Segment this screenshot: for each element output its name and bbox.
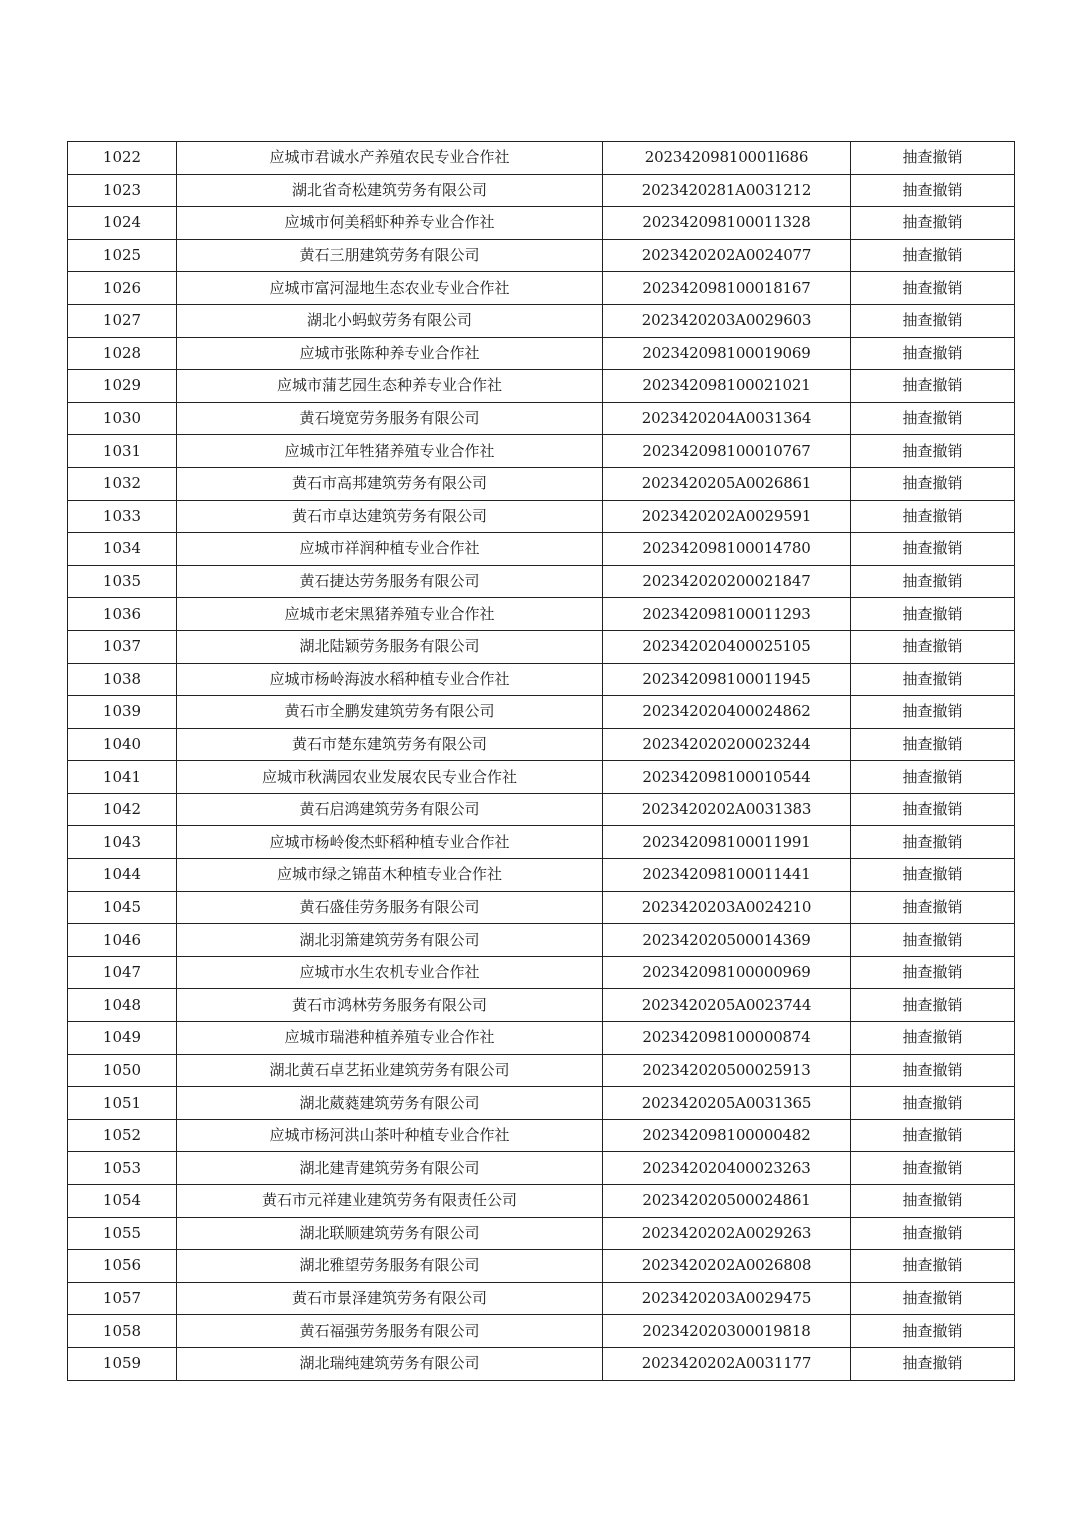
table-row [68,565,1015,598]
table-row [68,142,1015,175]
registration-code-cell: 202342098100021021 [603,370,851,403]
registration-code-cell: 2023420202A0029591 [603,500,851,533]
status-cell: 抽查撤销 [851,859,1015,892]
table-row [68,1250,1015,1283]
table-row [68,696,1015,729]
registration-code-cell: 202342098100011991 [603,826,851,859]
entity-name-cell: 应城市绿之锦苗木种植专业合作社 [177,859,603,892]
registration-code-cell: 202342098100010544 [603,761,851,794]
table-row [68,207,1015,240]
status-cell: 抽查撤销 [851,924,1015,957]
entity-name-cell: 黄石启鸿建筑劳务有限公司 [177,793,603,826]
table-row [68,826,1015,859]
row-number-cell: 1028 [68,337,177,370]
status-cell: 抽查撤销 [851,826,1015,859]
table-row [68,500,1015,533]
records-table-body [68,142,1015,1381]
registration-code-cell: 202342020400023263 [603,1152,851,1185]
entity-name-cell: 黄石市楚东建筑劳务有限公司 [177,728,603,761]
records-table [67,141,1015,1381]
table-row [68,337,1015,370]
row-number-cell: 1032 [68,467,177,500]
table-row [68,1347,1015,1380]
table-row [68,891,1015,924]
table-row [68,1087,1015,1120]
entity-name-cell: 湖北联顺建筑劳务有限公司 [177,1217,603,1250]
registration-code-cell: 202342020200021847 [603,565,851,598]
row-number-cell: 1035 [68,565,177,598]
registration-code-cell: 2023420205A0023744 [603,989,851,1022]
status-cell: 抽查撤销 [851,174,1015,207]
row-number-cell: 1024 [68,207,177,240]
registration-code-cell: 202342020400024862 [603,696,851,729]
registration-code-cell: 20234209810001l686 [603,142,851,175]
row-number-cell: 1026 [68,272,177,305]
table-row [68,793,1015,826]
registration-code-cell: 2023420205A0031365 [603,1087,851,1120]
status-cell: 抽查撤销 [851,1250,1015,1283]
status-cell: 抽查撤销 [851,1347,1015,1380]
table-row [68,1119,1015,1152]
table-row [68,859,1015,892]
registration-code-cell: 202342098100011293 [603,598,851,631]
row-number-cell: 1058 [68,1315,177,1348]
table-row [68,435,1015,468]
entity-name-cell: 应城市何美稻虾种养专业合作社 [177,207,603,240]
entity-name-cell: 应城市富河湿地生态农业专业合作社 [177,272,603,305]
entity-name-cell: 湖北小蚂蚁劳务有限公司 [177,304,603,337]
entity-name-cell: 黄石境宽劳务服务有限公司 [177,402,603,435]
row-number-cell: 1038 [68,663,177,696]
registration-code-cell: 202342098100014780 [603,533,851,566]
registration-code-cell: 2023420202A0031383 [603,793,851,826]
row-number-cell: 1059 [68,1347,177,1380]
status-cell: 抽查撤销 [851,1282,1015,1315]
entity-name-cell: 黄石市鸿林劳务服务有限公司 [177,989,603,1022]
entity-name-cell: 湖北瑞纯建筑劳务有限公司 [177,1347,603,1380]
table-row [68,1022,1015,1055]
row-number-cell: 1056 [68,1250,177,1283]
status-cell: 抽查撤销 [851,1087,1015,1120]
status-cell: 抽查撤销 [851,1217,1015,1250]
row-number-cell: 1029 [68,370,177,403]
entity-name-cell: 黄石福强劳务服务有限公司 [177,1315,603,1348]
status-cell: 抽查撤销 [851,337,1015,370]
status-cell: 抽查撤销 [851,1119,1015,1152]
table-row [68,1315,1015,1348]
table-row [68,467,1015,500]
status-cell: 抽查撤销 [851,891,1015,924]
registration-code-cell: 202342098100019069 [603,337,851,370]
status-cell: 抽查撤销 [851,728,1015,761]
registration-code-cell: 202342020200023244 [603,728,851,761]
status-cell: 抽查撤销 [851,1185,1015,1218]
row-number-cell: 1041 [68,761,177,794]
registration-code-cell: 202342098100018167 [603,272,851,305]
status-cell: 抽查撤销 [851,696,1015,729]
row-number-cell: 1050 [68,1054,177,1087]
registration-code-cell: 202342098100000482 [603,1119,851,1152]
status-cell: 抽查撤销 [851,500,1015,533]
row-number-cell: 1031 [68,435,177,468]
row-number-cell: 1033 [68,500,177,533]
status-cell: 抽查撤销 [851,630,1015,663]
entity-name-cell: 黄石市高邦建筑劳务有限公司 [177,467,603,500]
row-number-cell: 1046 [68,924,177,957]
registration-code-cell: 202342098100000874 [603,1022,851,1055]
entity-name-cell: 应城市杨岭俊杰虾稻种植专业合作社 [177,826,603,859]
registration-code-cell: 202342098100010767 [603,435,851,468]
entity-name-cell: 湖北省奇松建筑劳务有限公司 [177,174,603,207]
entity-name-cell: 黄石市景泽建筑劳务有限公司 [177,1282,603,1315]
registration-code-cell: 202342020500014369 [603,924,851,957]
registration-code-cell: 2023420202A0024077 [603,239,851,272]
table-row [68,533,1015,566]
table-row [68,304,1015,337]
registration-code-cell: 202342098100011328 [603,207,851,240]
entity-name-cell: 黄石市全鹏发建筑劳务有限公司 [177,696,603,729]
table-row [68,728,1015,761]
table-row [68,663,1015,696]
table-row [68,1152,1015,1185]
status-cell: 抽查撤销 [851,663,1015,696]
entity-name-cell: 应城市杨河洪山茶叶种植专业合作社 [177,1119,603,1152]
row-number-cell: 1043 [68,826,177,859]
entity-name-cell: 黄石市卓达建筑劳务有限公司 [177,500,603,533]
status-cell: 抽查撤销 [851,598,1015,631]
registration-code-cell: 2023420203A0029475 [603,1282,851,1315]
row-number-cell: 1042 [68,793,177,826]
entity-name-cell: 应城市瑞港种植养殖专业合作社 [177,1022,603,1055]
row-number-cell: 1040 [68,728,177,761]
entity-name-cell: 应城市秋满园农业发展农民专业合作社 [177,761,603,794]
registration-code-cell: 202342020500025913 [603,1054,851,1087]
status-cell: 抽查撤销 [851,565,1015,598]
row-number-cell: 1039 [68,696,177,729]
entity-name-cell: 湖北雅望劳务服务有限公司 [177,1250,603,1283]
registration-code-cell: 202342020500024861 [603,1185,851,1218]
table-row [68,239,1015,272]
row-number-cell: 1047 [68,956,177,989]
status-cell: 抽查撤销 [851,402,1015,435]
registration-code-cell: 2023420202A0031177 [603,1347,851,1380]
table-row [68,989,1015,1022]
status-cell: 抽查撤销 [851,1054,1015,1087]
entity-name-cell: 应城市江年牲猪养殖专业合作社 [177,435,603,468]
row-number-cell: 1057 [68,1282,177,1315]
table-row [68,370,1015,403]
row-number-cell: 1049 [68,1022,177,1055]
entity-name-cell: 湖北陆颖劳务服务有限公司 [177,630,603,663]
entity-name-cell: 黄石捷达劳务服务有限公司 [177,565,603,598]
table-row [68,174,1015,207]
entity-name-cell: 湖北建青建筑劳务有限公司 [177,1152,603,1185]
registration-code-cell: 2023420204A0031364 [603,402,851,435]
entity-name-cell: 湖北黄石卓艺拓业建筑劳务有限公司 [177,1054,603,1087]
table-row [68,402,1015,435]
table-row [68,630,1015,663]
registration-code-cell: 202342098100011945 [603,663,851,696]
status-cell: 抽查撤销 [851,1022,1015,1055]
entity-name-cell: 应城市张陈种养专业合作社 [177,337,603,370]
registration-code-cell: 2023420203A0029603 [603,304,851,337]
table-row [68,956,1015,989]
entity-name-cell: 湖北葳蕤建筑劳务有限公司 [177,1087,603,1120]
entity-name-cell: 应城市祥润种植专业合作社 [177,533,603,566]
entity-name-cell: 应城市蒲艺园生态种养专业合作社 [177,370,603,403]
entity-name-cell: 黄石盛佳劳务服务有限公司 [177,891,603,924]
registration-code-cell: 2023420203A0024210 [603,891,851,924]
row-number-cell: 1045 [68,891,177,924]
registration-code-cell: 2023420202A0026808 [603,1250,851,1283]
row-number-cell: 1044 [68,859,177,892]
row-number-cell: 1048 [68,989,177,1022]
registration-code-cell: 202342098100011441 [603,859,851,892]
row-number-cell: 1034 [68,533,177,566]
status-cell: 抽查撤销 [851,239,1015,272]
table-row [68,1185,1015,1218]
row-number-cell: 1052 [68,1119,177,1152]
entity-name-cell: 应城市杨岭海波水稻种植专业合作社 [177,663,603,696]
table-row [68,761,1015,794]
row-number-cell: 1054 [68,1185,177,1218]
status-cell: 抽查撤销 [851,467,1015,500]
entity-name-cell: 黄石三朋建筑劳务有限公司 [177,239,603,272]
registration-code-cell: 202342098100000969 [603,956,851,989]
status-cell: 抽查撤销 [851,142,1015,175]
row-number-cell: 1025 [68,239,177,272]
table-row [68,272,1015,305]
row-number-cell: 1022 [68,142,177,175]
status-cell: 抽查撤销 [851,761,1015,794]
row-number-cell: 1037 [68,630,177,663]
registration-code-cell: 2023420281A0031212 [603,174,851,207]
status-cell: 抽查撤销 [851,989,1015,1022]
row-number-cell: 1051 [68,1087,177,1120]
table-row [68,1054,1015,1087]
status-cell: 抽查撤销 [851,435,1015,468]
row-number-cell: 1036 [68,598,177,631]
row-number-cell: 1027 [68,304,177,337]
registration-code-cell: 202342020300019818 [603,1315,851,1348]
entity-name-cell: 应城市君诚水产养殖农民专业合作社 [177,142,603,175]
row-number-cell: 1053 [68,1152,177,1185]
entity-name-cell: 湖北羽箫建筑劳务有限公司 [177,924,603,957]
status-cell: 抽查撤销 [851,533,1015,566]
status-cell: 抽查撤销 [851,793,1015,826]
status-cell: 抽查撤销 [851,304,1015,337]
entity-name-cell: 应城市老宋黑猪养殖专业合作社 [177,598,603,631]
table-row [68,1217,1015,1250]
row-number-cell: 1030 [68,402,177,435]
table-row [68,598,1015,631]
registration-code-cell: 2023420202A0029263 [603,1217,851,1250]
table-row [68,1282,1015,1315]
entity-name-cell: 黄石市元祥建业建筑劳务有限责任公司 [177,1185,603,1218]
status-cell: 抽查撤销 [851,1315,1015,1348]
table-row [68,924,1015,957]
registration-code-cell: 202342020400025105 [603,630,851,663]
status-cell: 抽查撤销 [851,207,1015,240]
row-number-cell: 1023 [68,174,177,207]
status-cell: 抽查撤销 [851,1152,1015,1185]
entity-name-cell: 应城市水生农机专业合作社 [177,956,603,989]
status-cell: 抽查撤销 [851,272,1015,305]
status-cell: 抽查撤销 [851,956,1015,989]
registration-code-cell: 2023420205A0026861 [603,467,851,500]
row-number-cell: 1055 [68,1217,177,1250]
status-cell: 抽查撤销 [851,370,1015,403]
